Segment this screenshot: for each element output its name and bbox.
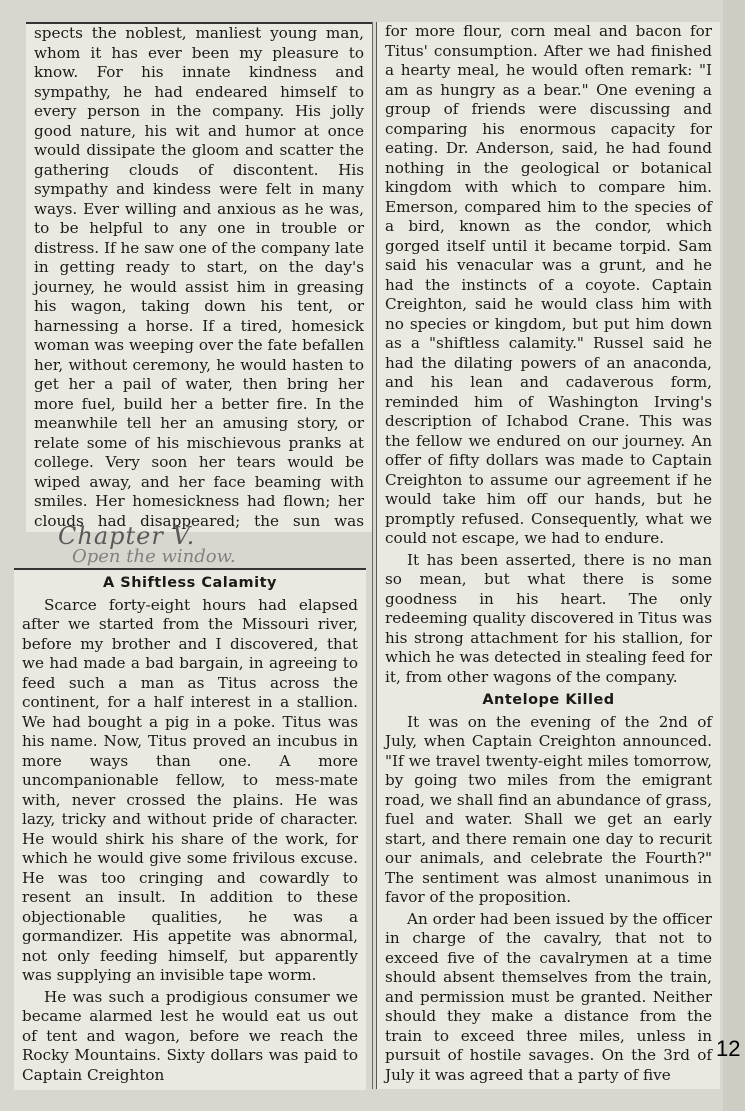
paragraph: It was on the evening of the 2nd of July, when Captain Creighton announced. "If we travel twenty-eight miles tomorrow, by going two miles from the emigrant road, we shall find an abundance of grass, fuel and water. Shall we get an early start, and there remain one day to recurit our animals, and celebrate the Fourth?" The sentiment was almost unanimous in favor of the proposition. <box>385 712 712 906</box>
paragraph: He was such a prodigious consumer we became alarmed lest he would eat us out of tent and wagon, before we reach the Rocky Mountains. Sixty dollars was paid to Captain Creighton <box>22 987 358 1084</box>
page-edge <box>723 0 745 1111</box>
handwritten-window-note: Open the window. <box>72 546 236 567</box>
paragraph: An order had been issued by the officer in charge of the cavalry, that not to exceed five of the cavalrymen at a time should absent themselves from the train, and permission must be granted. Neither should they make a distance from the train to exceed three miles, unless in pursuit of hostile savages. On the 3rd of July it was agreed that a party of five <box>385 909 712 1084</box>
section-heading: Antelope Killed <box>482 692 615 708</box>
column-left-bottom <box>14 568 366 1090</box>
paragraph: It has been asserted, there is no man so mean, but what there is some goodness in his heart. The only redeeming quality discovered in Titus was his strong attachment for his stallion, for which he was detected in stealing feed for it, from other wagons of the company. <box>385 550 712 686</box>
paragraph: spects the noblest, manliest young man, whom it has ever been my pleasure to know. For his innate kindness and sympathy, he had endeared himself to every person in the company. His jolly good nature, his wit and humor at once would dissipate the gloom and scatter the gathering clouds of discontent. His sympathy and kindess were felt in many ways. Ever willing and anxious as he was, to be helpful to any one in trouble or distress. If he saw one of the company late in getting ready to start, on the day's journey, he would assist him in greasing his wagon, taking down his tent, or harnessing a horse. If a tired, homesick woman was weeping over the fate befallen her, without ceremony, he would hasten to get her a pail of water, then bring her more fuel, build her a better fire. In the meanwhile tell her an amusing story, or relate some of his mischievous pranks at college. Very soon her tears would be wiped away, and her face beaming with smiles. Her homesickness had flown; her clouds had disappeared; the sun was <box>34 24 364 530</box>
handwritten-chapter-note: Chapter V. <box>58 522 196 550</box>
page-number: 12 <box>716 1036 741 1061</box>
paragraph: for more flour, corn meal and bacon for Titus' consumption. After we had finished a hearty meal, he would often remark: "I am as hungry as a bear." One evening a group of friends were discussing and comparing his enormous capacity for eating. Dr. Anderson, said, he had found nothing in the geological or botanical kingdom with which to compare him. Emerson, compared him to the species of a bird, known as the condor, which gorged itself until it became torpid. Sam said his venacular was a grunt, and he had the instincts of a coyote. Captain Creighton, said he would class him with no species or kingdom, but put him down as a "shiftless calamity." Russel said he had the dilating powers of an anaconda, and his lean and cadaverous form, reminded him of Washington Irving's description of Ichabod Crane. This was the fellow we endured on our journey. An offer of fifty dollars was made to Captain Creighton to assume our agreement if he would take him off our hands, but he promptly refused. Consequently, what we could not escape, we had to endure. <box>385 22 712 547</box>
column-left-top <box>26 22 372 532</box>
paragraph: Scarce forty-eight hours had elapsed after we started from the Missouri river, before my brother and I discovered, that we had made a bad bargain, in agreeing to feed such a man as Titus across the continent, for a half interest in a stallion. We had bought a pig in a poke. Titus was his name. Now, Titus proved an incubus in more ways than one. A more uncompanionable fellow, to mess-mate with, never crossed the plains. He was lazy, tricky and without pride of character. He would shirk his share of the work, for which he would give some frivilous excuse. He was too cringing and cowardly to resent an insult. In addition to these objectionable qualities, he was a gormandizer. His appetite was abnormal, not only feeding himself, but apparently was supplying an invisible tape worm. <box>22 595 358 984</box>
column-right <box>376 22 720 1089</box>
section-heading: A Shiftless Calamity <box>102 575 277 591</box>
column-divider <box>372 22 373 1089</box>
